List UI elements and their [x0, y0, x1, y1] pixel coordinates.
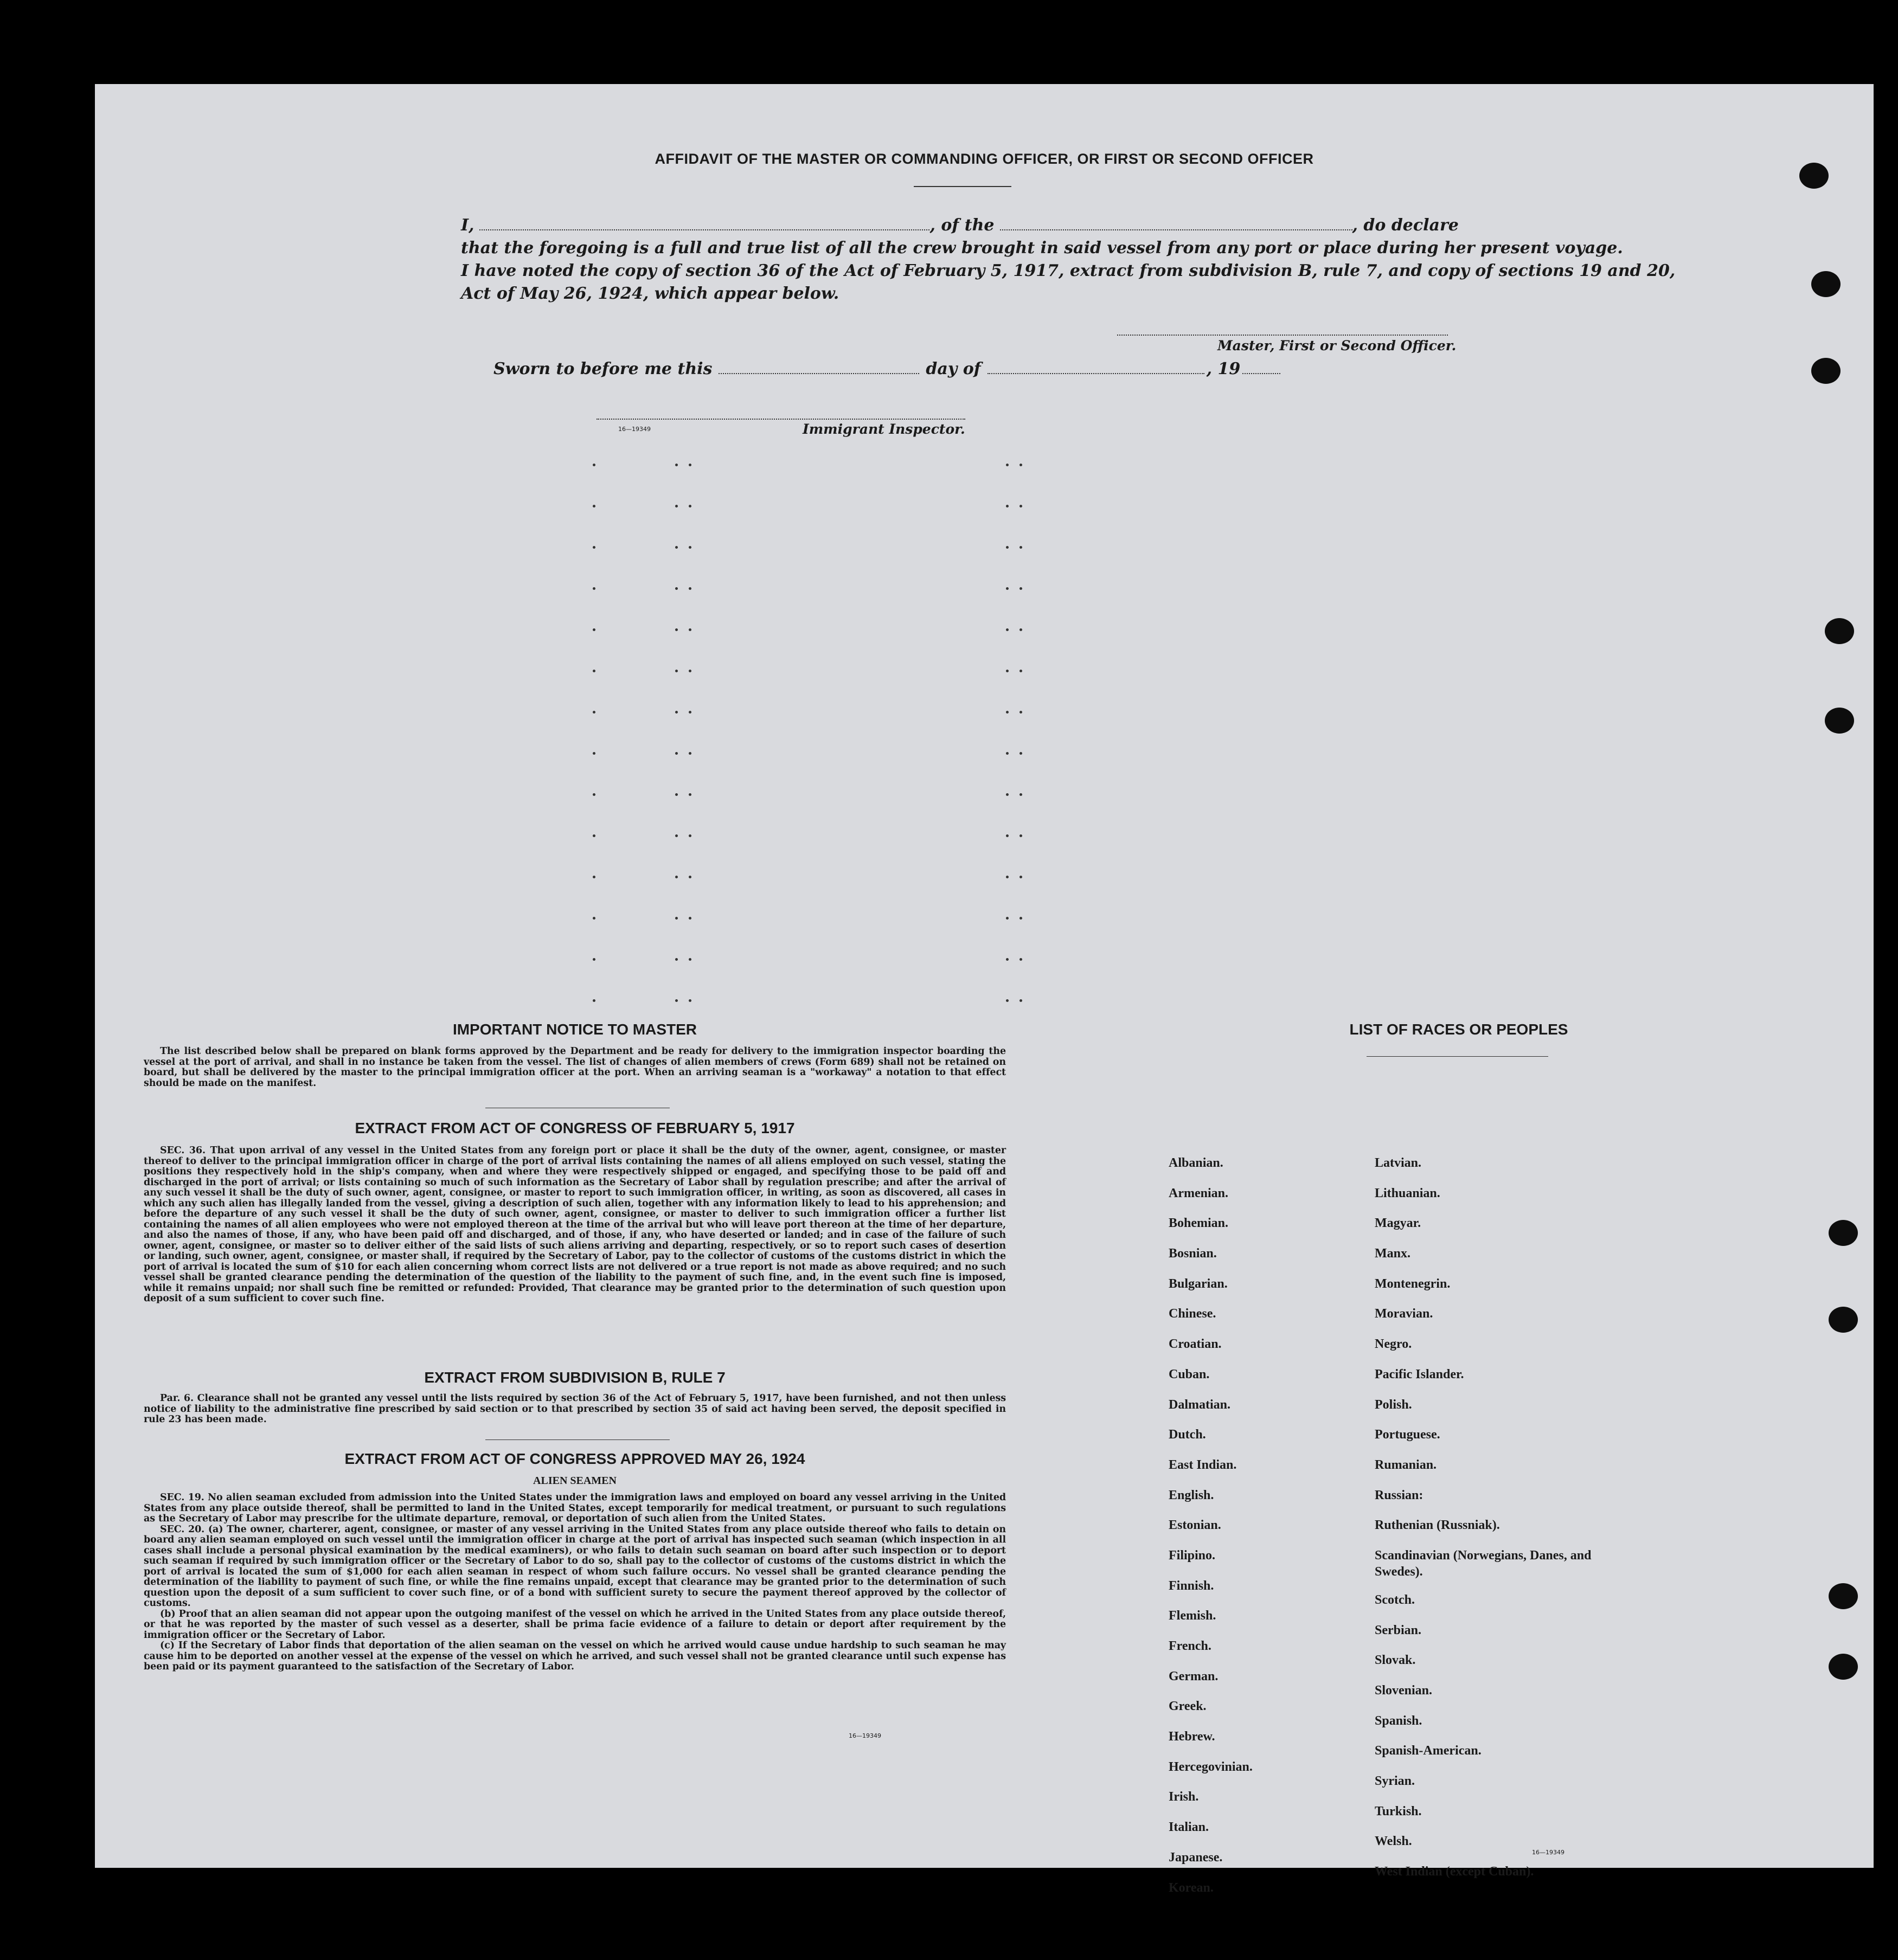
race-item: Hebrew. — [1169, 1730, 1215, 1744]
race-item: Rumanian. — [1375, 1457, 1437, 1472]
bleed-dot — [675, 587, 678, 590]
extract-1917-title: EXTRACT FROM ACT OF CONGRESS OF FEBRUARY 5, 1917 — [355, 1120, 795, 1136]
race-item: Polish. — [1375, 1397, 1412, 1412]
bleed-dot — [689, 876, 691, 878]
sworn-year-field[interactable] — [1242, 360, 1280, 374]
bleed-dot — [593, 587, 595, 590]
sworn-label: Sworn to before me this — [493, 359, 713, 378]
bleed-dot — [675, 464, 678, 466]
punch-hole — [1829, 1583, 1858, 1609]
manifest-page — [95, 84, 1874, 1895]
race-item: Slovenian. — [1375, 1683, 1433, 1698]
race-item: Pacific Islander. — [1375, 1367, 1464, 1381]
race-item: Welsh. — [1375, 1834, 1412, 1849]
form-number-top: 16—19349 — [618, 426, 651, 433]
race-item: Estonian. — [1169, 1518, 1221, 1533]
of-the-label: , of the — [929, 216, 995, 235]
vessel-name-field[interactable] — [1000, 216, 1352, 230]
rule7-text — [144, 1393, 1006, 1425]
bleed-dot — [689, 958, 691, 961]
punch-hole — [1829, 1307, 1858, 1333]
race-item: East Indian. — [1169, 1457, 1237, 1472]
race-item: Flemish. — [1169, 1609, 1216, 1623]
bleed-dot — [689, 999, 691, 1002]
declaration-line-3: I have noted the copy of section 36 of the Act of February 5, 1917, extract from subdivision B, rule 7, and copy of sections 19 and 20, — [461, 261, 1676, 280]
race-item: Irish. — [1169, 1790, 1199, 1804]
do-declare-label: , do declare — [1352, 216, 1459, 235]
rule7-title: EXTRACT FROM SUBDIVISION B, RULE 7 — [424, 1369, 726, 1386]
race-item: Turkish. — [1375, 1804, 1422, 1818]
bleed-dot — [1019, 793, 1022, 796]
bleed-dot — [593, 999, 595, 1002]
race-item: Albanian. — [1169, 1156, 1223, 1170]
bleed-dot — [675, 917, 678, 920]
race-item: Spanish-American. — [1375, 1744, 1482, 1758]
race-item: Lithuanian. — [1375, 1186, 1440, 1200]
race-item: Filipino. — [1169, 1548, 1216, 1563]
bleed-dot — [675, 711, 678, 714]
race-item: Hercegovinian. — [1169, 1759, 1253, 1774]
race-item: Portuguese. — [1375, 1428, 1440, 1442]
race-item: Bohemian. — [1169, 1216, 1229, 1231]
race-item: Spanish. — [1375, 1713, 1422, 1728]
sec-19-paragraph: SEC. 19. No alien seaman excluded from admission into the United States under the immigration laws and employed on board any vessel arriving in the United States from any place outside thereof, shall be permitted to land in the United States, except temporarily for medical treatment, or pursuant to such regulations as the Secretary of Labor may prescribe for the ultimate departure, removal, or deportation of such alien from the United States. — [144, 1492, 1006, 1524]
bleed-dot — [1019, 587, 1022, 590]
bleed-dot — [689, 917, 691, 920]
bleed-dot — [1019, 999, 1022, 1002]
bleed-dot — [593, 752, 595, 755]
bleed-dot — [675, 628, 678, 631]
bleed-dot — [1006, 793, 1009, 796]
bleed-dot — [593, 546, 595, 549]
bleed-dot — [675, 793, 678, 796]
sec-20a-paragraph: SEC. 20. (a) The owner, charterer, agent, consignee, or master of any vessel arriving in the United States from any place outside thereof who fails to detain on board any alien seaman employed on such vessel until the immigration officer in charge at the port of arrival has inspected such seaman (which inspection in all cases shall include a personal physical examination by the medical examiners), or who fails to detain such seaman on board after such inspection or to deport such seaman if required by such immigration officer or the Secretary of Labor to do so, shall pay to the collector of customs of the customs district in which the port of arrival is located the sum of $1,000 for each alien seaman in respect of whom such failure occurs. No vessel shall be granted clearance pending the determination of the liability to payment of such fine, or while the fine remains unpaid, except that clearance may be granted prior to the determination of such question upon the deposit of a sum sufficient to cover such fine, or of a bond with sufficient surety to secure the payment thereof approved by the collector of customs. — [144, 1524, 1006, 1609]
bleed-dot — [675, 546, 678, 549]
bleed-dot — [689, 711, 691, 714]
sec-20b-paragraph: (b) Proof that an alien seaman did not appear upon the outgoing manifest of the vessel on which he arrived in the United States from any place outside thereof, or that he was reported by the master of such vessel as a deserter, shall be prima facie evidence of a failure to detain or deport after requirement by the immigration officer or the Secretary of Labor. — [144, 1608, 1006, 1641]
bleed-dot — [1006, 628, 1009, 631]
punch-hole — [1825, 708, 1854, 734]
sworn-line — [493, 359, 1280, 378]
bleed-dot — [689, 546, 691, 549]
race-item: Serbian. — [1375, 1623, 1422, 1637]
race-item: Ruthenian (Russniak). — [1375, 1518, 1500, 1533]
bleed-dot — [593, 464, 595, 466]
bleed-dot — [1006, 464, 1009, 466]
race-item: Moravian. — [1375, 1307, 1433, 1321]
race-item: Armenian. — [1169, 1186, 1228, 1200]
i-label: I, — [461, 216, 474, 235]
rule7-paragraph: Par. 6. Clearance shall not be granted any vessel until the lists required by section 36 of the Act of February 5, 1917, have been furnished, and not then unless notice of liability to the administrative fine prescribed by said section or to that prescribed by section 35 of said act having been served, the deposit specified in rule 23 has been made. — [144, 1393, 1006, 1425]
declaration-line-2: that the foregoing is a full and true list of all the crew brought in said vessel from any port or place during her present voyage. — [461, 239, 1623, 258]
race-item: Montenegrin. — [1375, 1276, 1451, 1291]
bleed-dot — [1019, 628, 1022, 631]
bleed-dot — [1006, 999, 1009, 1002]
bleed-dot — [1019, 670, 1022, 672]
sec-20c-paragraph: (c) If the Secretary of Labor finds that deportation of the alien seaman on the vessel on which he arrived would cause undue hardship to such seaman he may cause him to be deported on another vessel at the expense of the vessel on which he arrived, and such vessel shall not be granted clearance until such expense has been paid or its payment guaranteed to the satisfaction of the Secretary of Labor. — [144, 1640, 1006, 1672]
bleed-dot — [593, 628, 595, 631]
race-item: Finnish. — [1169, 1578, 1214, 1593]
form-number-bottom: 16—19349 — [849, 1732, 881, 1739]
race-item: Italian. — [1169, 1820, 1209, 1835]
notice-text — [144, 1046, 1006, 1089]
extract-1917-paragraph: SEC. 36. That upon arrival of any vessel in the United States from any foreign port or place it shall be the duty of the owner, agent, consignee, or master thereof to deliver to the principal immigration officer in charge of the port of arrival lists containing the names of all aliens employed on such vessel, stating the positions they respectively hold in the ship's company, when and where they were respectively shipped or engaged, and specifying those to be paid off and discharged in the port of arrival; or lists containing so much of such information as the Secretary of Labor shall by regulation prescribe; and after the arrival of any such vessel it shall be the duty of such owner, agent, consignee, or master to report to such immigration officer, in writing, as soon as discovered, all cases in which any such alien has illegally landed from the vessel, giving a description of such alien, together with any information likely to lead to his apprehension; and before the departure of any such vessel it shall be the duty of such owner, agent, consignee, or master to deliver to such immigration officer a further list containing the names of all alien employees who were not employed thereon at the time of the arrival but who will leave port thereon at the time of her departure, and also the names of those, if any, who have been paid off and discharged, and of those, if any, who have deserted or landed; and in case of the failure of such owner, agent, consignee, or master so to deliver either of the said lists of such aliens arriving and departing, respectively, or so to report such cases of desertion or landing, such owner, agent, consignee, or master shall, if required by the Secretary of Labor, pay to the collector of customs of the customs district in which the port of arrival is located the sum of $10 for each alien concerning whom correct lists are not delivered or a true report is not made as above required; and no such vessel shall be granted clearance pending the determination of the question of the liability to the payment of such fine, and, in the event such fine is imposed, while it remains unpaid; nor shall such fine be remitted or refunded: Provided, That clearance may be granted prior to the determination of such question upon deposit of a sum sufficient to cover such fine. — [144, 1145, 1006, 1304]
bleed-dot — [1019, 546, 1022, 549]
race-item: Scotch. — [1375, 1592, 1415, 1607]
extract-1924-text — [144, 1493, 1006, 1673]
bleed-dot — [593, 834, 595, 837]
race-item: Bosnian. — [1169, 1246, 1217, 1261]
bleed-dot — [689, 505, 691, 507]
punch-hole — [1829, 1220, 1858, 1246]
race-item: Scandinavian (Norwegians, Danes, and Swedes). — [1375, 1548, 1592, 1579]
day-of-label: day of — [926, 359, 981, 378]
bleed-dot — [1006, 587, 1009, 590]
race-item: Cuban. — [1169, 1367, 1210, 1381]
year-label: , 19 — [1206, 359, 1241, 378]
master-signature-field[interactable] — [1117, 335, 1448, 336]
races-left-column — [1169, 1155, 1253, 1910]
bleed-dot — [689, 834, 691, 837]
bleed-dot — [593, 958, 595, 961]
bleed-dot — [593, 711, 595, 714]
form-number-races: 16—19349 — [1532, 1849, 1564, 1856]
bleed-dot — [1019, 834, 1022, 837]
race-item: Chinese. — [1169, 1307, 1216, 1321]
bleed-dot — [1019, 505, 1022, 507]
bleed-dot — [593, 505, 595, 507]
notice-paragraph: The list described below shall be prepared on blank forms approved by the Department and be ready for delivery to the immigration inspector boarding the vessel at the port of arrival, and shall in no instance be taken from the vessel. The list of changes of alien members of crews (Form 689) shall not be retained on board, but shall be delivered by the master to the principal immigration officer at the port. When an arriving seaman is a "workaway" a notation to that effect should be made on the manifest. — [144, 1046, 1006, 1089]
bleed-dot — [1006, 670, 1009, 672]
bleed-dot — [1006, 752, 1009, 755]
race-item: French. — [1169, 1639, 1211, 1653]
extract-1924-title: EXTRACT FROM ACT OF CONGRESS APPROVED MAY 26, 1924 — [344, 1450, 805, 1467]
race-item: Dalmatian. — [1169, 1397, 1230, 1412]
race-item: German. — [1169, 1669, 1219, 1683]
bleed-dot — [675, 999, 678, 1002]
inspector-label: Immigrant Inspector. — [803, 421, 965, 437]
bleed-dot — [1019, 917, 1022, 920]
races-title: LIST OF RACES OR PEOPLES — [1349, 1021, 1568, 1038]
sworn-day-field[interactable] — [719, 360, 919, 374]
bleed-dot — [1006, 505, 1009, 507]
punch-hole — [1799, 163, 1829, 189]
race-item: West Indian (except Cuban). — [1375, 1865, 1534, 1879]
bleed-dot — [675, 670, 678, 672]
race-item: Croatian. — [1169, 1337, 1222, 1352]
race-item: Slovak. — [1375, 1653, 1416, 1668]
races-right-column — [1375, 1155, 1602, 1894]
bleed-dot — [593, 917, 595, 920]
bleed-dot — [1006, 958, 1009, 961]
bleed-dot — [1019, 711, 1022, 714]
extract-1917-text — [144, 1146, 1006, 1304]
affidavit-title: AFFIDAVIT OF THE MASTER OR COMMANDING OFFICER, OR FIRST OR SECOND OFFICER — [655, 151, 1314, 167]
bleed-dot — [1006, 711, 1009, 714]
signature-label: Master, First or Second Officer. — [1217, 338, 1457, 354]
bleed-dot — [1006, 917, 1009, 920]
declarant-name-field[interactable] — [479, 216, 929, 230]
bleed-dot — [1006, 876, 1009, 878]
race-item: Japanese. — [1169, 1850, 1223, 1865]
bleed-dot — [1019, 464, 1022, 466]
race-item: Korean. — [1169, 1880, 1214, 1895]
punch-hole — [1825, 618, 1854, 644]
alien-seamen-subtitle: ALIEN SEAMEN — [533, 1475, 617, 1487]
bleed-dot — [689, 670, 691, 672]
bleed-dot — [675, 958, 678, 961]
race-item: Magyar. — [1375, 1216, 1421, 1231]
bleed-dot — [1019, 876, 1022, 878]
bleed-dot — [1019, 752, 1022, 755]
race-item: Syrian. — [1375, 1774, 1415, 1789]
bleed-dot — [1006, 546, 1009, 549]
notice-title: IMPORTANT NOTICE TO MASTER — [452, 1021, 697, 1038]
bleed-dot — [689, 587, 691, 590]
race-item: Greek. — [1169, 1699, 1207, 1714]
bleed-dot — [689, 752, 691, 755]
race-item: English. — [1169, 1488, 1214, 1502]
bleed-dot — [689, 464, 691, 466]
bleed-dot — [593, 670, 595, 672]
sworn-month-field[interactable] — [988, 360, 1204, 374]
bleed-dot — [675, 834, 678, 837]
race-item: Manx. — [1375, 1246, 1410, 1261]
bleed-dot — [675, 505, 678, 507]
bleed-dot — [593, 876, 595, 878]
race-item: Bulgarian. — [1169, 1276, 1228, 1291]
races-rule — [1367, 1056, 1548, 1057]
race-item: Negro. — [1375, 1337, 1412, 1352]
bleed-dot — [1006, 834, 1009, 837]
race-item: Dutch. — [1169, 1428, 1206, 1442]
punch-hole — [1811, 358, 1841, 384]
bleed-dot — [1019, 958, 1022, 961]
inspector-signature-field[interactable] — [597, 419, 965, 420]
affidavit-declaration — [461, 214, 1676, 305]
bleed-dot — [689, 628, 691, 631]
bleed-dot — [675, 876, 678, 878]
bleed-dot — [593, 793, 595, 796]
bleed-dot — [675, 752, 678, 755]
punch-hole — [1829, 1654, 1858, 1680]
bleed-dot — [689, 793, 691, 796]
race-item: Russian: — [1375, 1488, 1424, 1502]
declaration-line-4: Act of May 26, 1924, which appear below. — [461, 284, 839, 303]
title-rule — [914, 186, 1011, 187]
punch-hole — [1811, 271, 1841, 297]
race-item: Latvian. — [1375, 1156, 1422, 1170]
